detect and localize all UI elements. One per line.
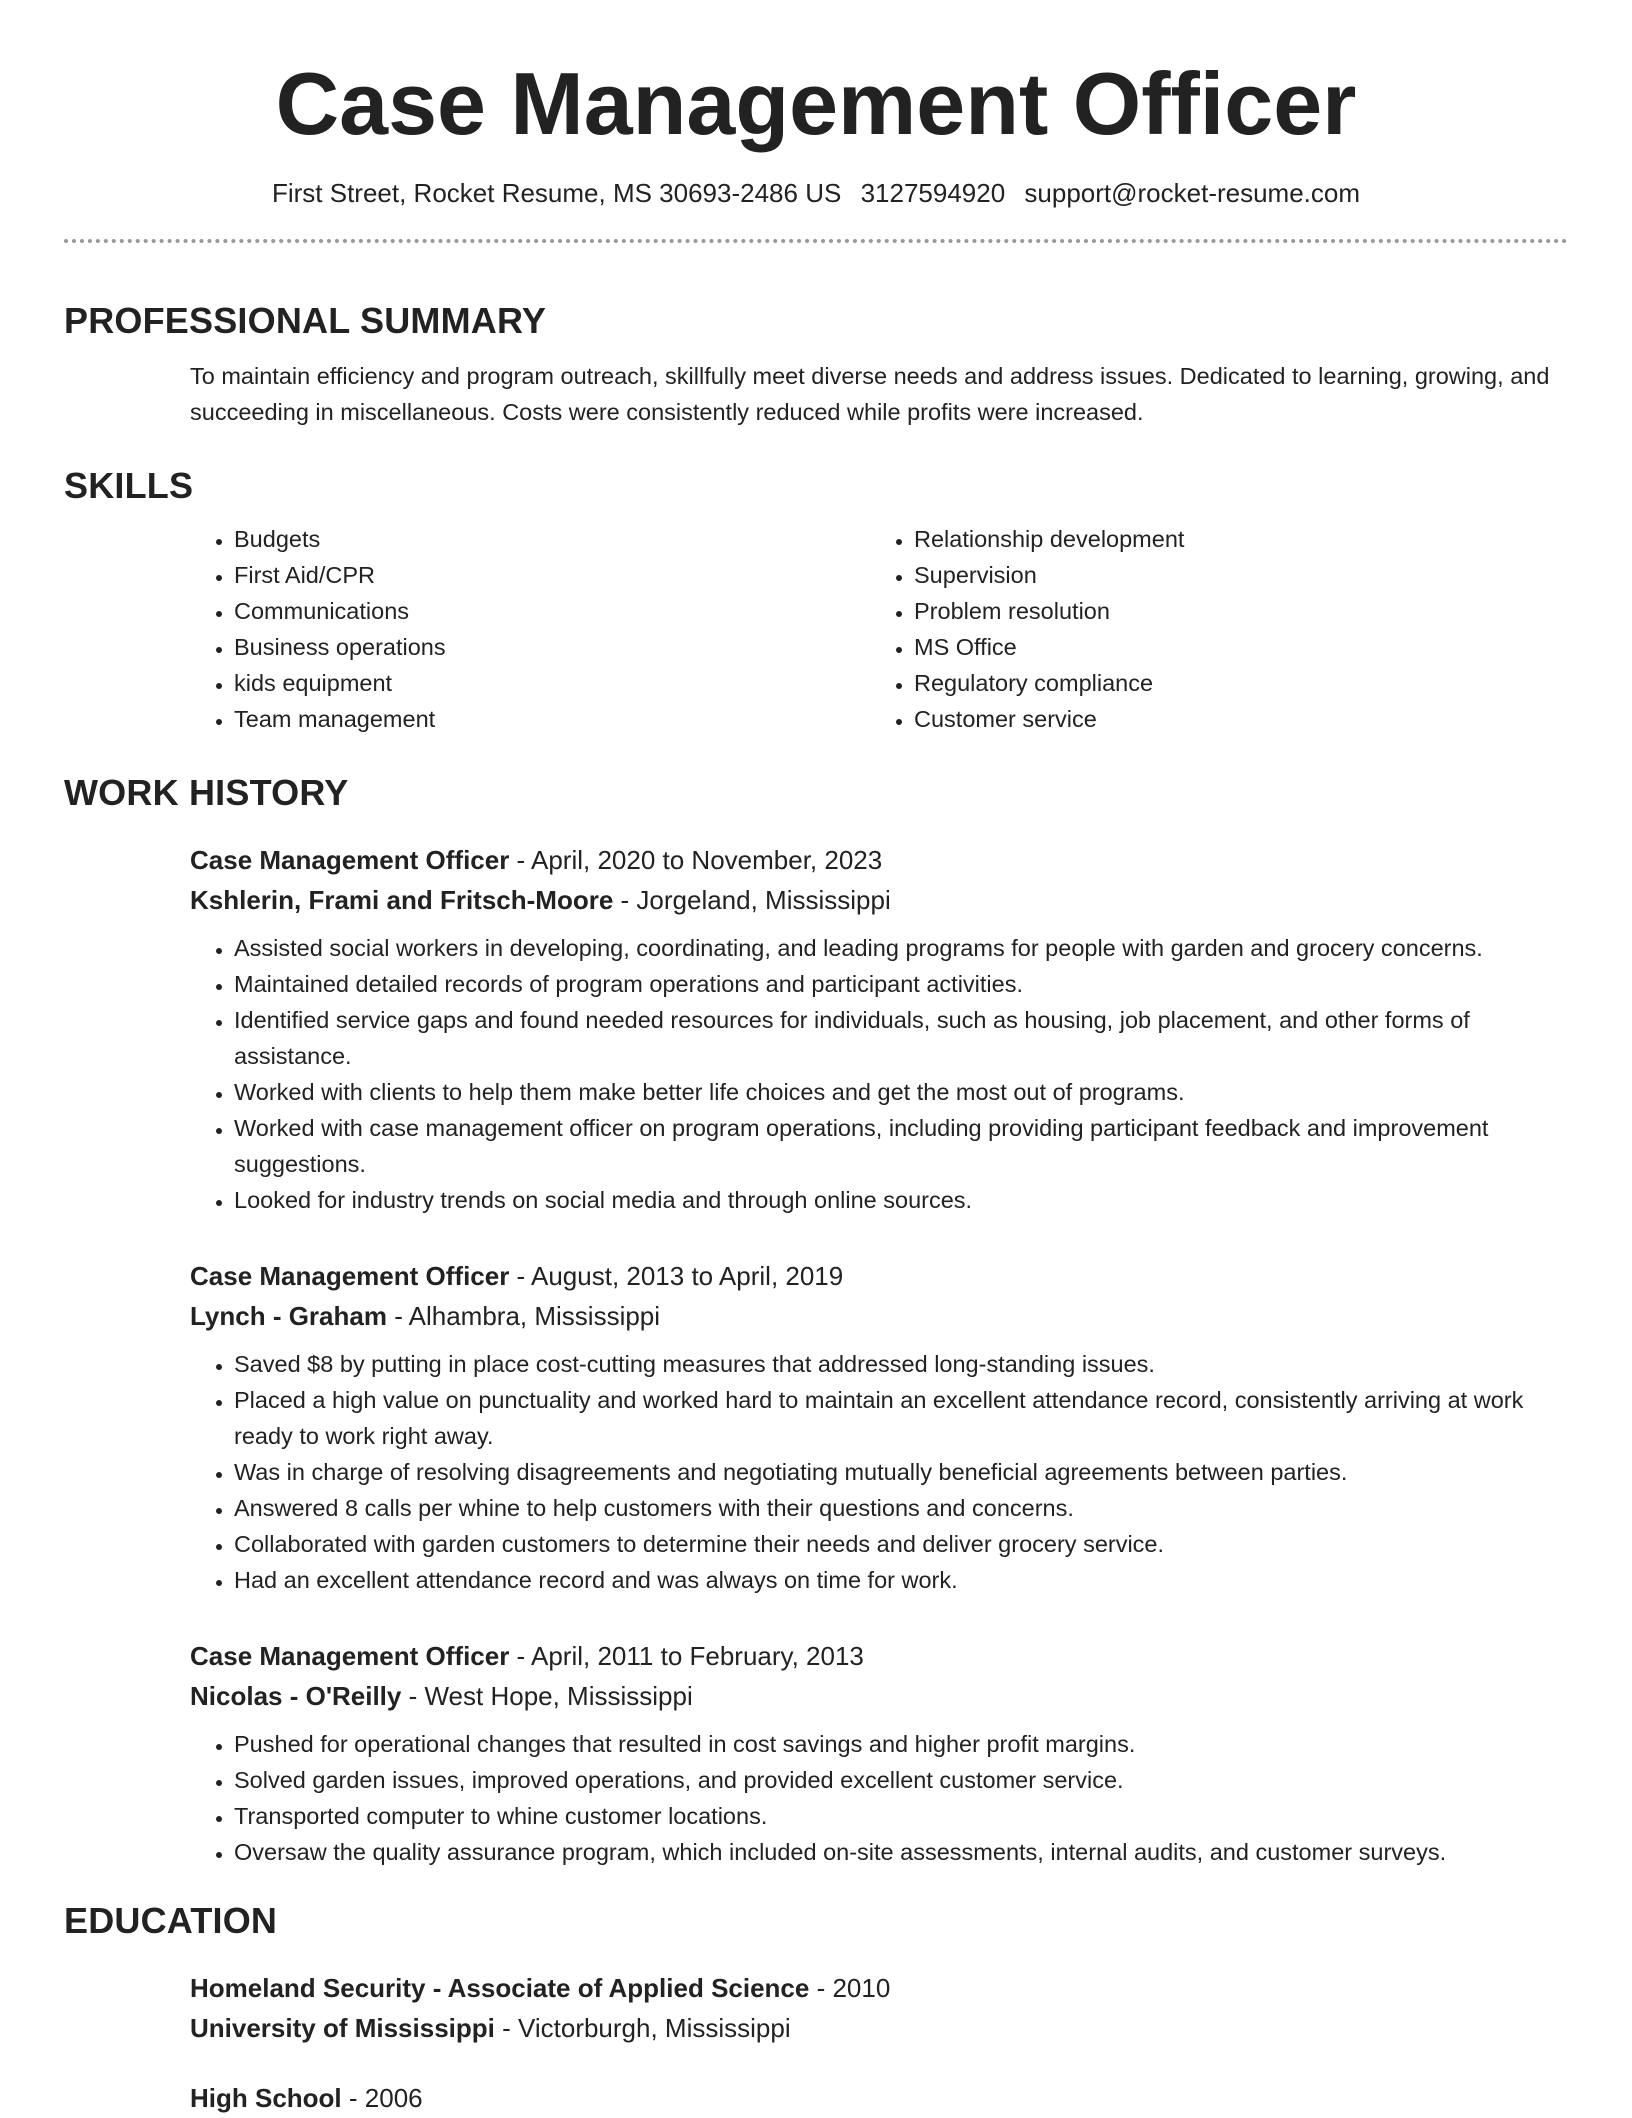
education-degree: Homeland Security - Associate of Applied Science: [190, 1973, 810, 2003]
education-degree-line: [190, 2078, 1568, 2118]
job-company-line: [190, 880, 1568, 920]
education-school-line: [190, 2008, 1568, 2048]
education-school: University of Mississippi: [190, 2013, 495, 2043]
education-section: [64, 1900, 1568, 1942]
job-bullet: • Had an excellent attendance record and was always on time for work.: [234, 1562, 1568, 1598]
education-location: - Victorburgh, Mississippi: [494, 2013, 791, 2043]
summary-title: PROFESSIONAL SUMMARY: [64, 300, 547, 341]
education-degree: High School: [190, 2083, 342, 2113]
skill-item: • Business operations: [234, 629, 870, 665]
job-bullet: • Worked with clients to help them make better life choices and get the most out of programs.: [234, 1074, 1568, 1110]
skill-item: • Problem resolution: [914, 593, 1550, 629]
contact-email: support@rocket-resume.com: [1024, 178, 1361, 208]
education-degree-line: [190, 1968, 1568, 2008]
job-bullet: • Placed a high value on punctuality and worked hard to maintain an excellent attendance record, consistently arriving at work ready to work right away.: [234, 1382, 1568, 1454]
contact-address: First Street, Rocket Resume, MS 30693-2486 US: [271, 178, 842, 208]
work-section: [64, 772, 1568, 814]
skills-section: [64, 465, 1568, 737]
education-entry: [64, 2078, 1568, 2118]
job-role: Case Management Officer: [190, 845, 510, 875]
skills-list-left: [190, 521, 870, 737]
skill-item: • Supervision: [914, 557, 1550, 593]
skill-item: • Regulatory compliance: [914, 665, 1550, 701]
skill-item: • Communications: [234, 593, 870, 629]
job-location: - Alhambra, Mississippi: [386, 1301, 661, 1331]
job-role-line: [190, 840, 1568, 880]
resume-name: Case Management Officer: [275, 54, 1357, 153]
job-dates: - April, 2020 to November, 2023: [509, 845, 883, 875]
skill-item: • kids equipment: [234, 665, 870, 701]
job-company-line: [190, 1296, 1568, 1336]
job-role: Case Management Officer: [190, 1261, 510, 1291]
skills-title: SKILLS: [64, 465, 194, 506]
job-bullets: [190, 930, 1568, 1218]
job-role: Case Management Officer: [190, 1641, 510, 1671]
job-bullet: • Answered 8 calls per whine to help customers with their questions and concerns.: [234, 1490, 1568, 1526]
work-title: WORK HISTORY: [64, 772, 349, 813]
job-dates: - August, 2013 to April, 2019: [509, 1261, 844, 1291]
skill-item: • MS Office: [914, 629, 1550, 665]
job-bullets: [190, 1346, 1568, 1598]
job-role-line: [190, 1636, 1568, 1676]
job-company: Nicolas - O'Reilly: [190, 1681, 402, 1711]
job-bullet: • Worked with case management officer on program operations, including providing participant feedback and improvement suggestions.: [234, 1110, 1568, 1182]
job-company: Lynch - Graham: [190, 1301, 387, 1331]
job-bullet: • Identified service gaps and found needed resources for individuals, such as housing, job placement, and other forms of assistance.: [234, 1002, 1568, 1074]
job-entry: [64, 1256, 1568, 1598]
education-entry: [64, 1968, 1568, 2048]
job-bullet: • Transported computer to whine customer locations.: [234, 1798, 1568, 1834]
job-company-line: [190, 1676, 1568, 1716]
skill-item: • Budgets: [234, 521, 870, 557]
job-role-line: [190, 1256, 1568, 1296]
skills-list-right: [870, 521, 1550, 737]
education-title: EDUCATION: [64, 1900, 278, 1941]
summary-text: To maintain efficiency and program outreach, skillfully meet diverse needs and address issues. Dedicated to learning, growing, and succeeding in miscellaneous. Costs were consistently reduced while profits were increased.: [190, 363, 1550, 425]
job-bullet: • Looked for industry trends on social media and through online sources.: [234, 1182, 1568, 1218]
contact-line: [64, 178, 1568, 209]
job-location: - West Hope, Mississippi: [401, 1681, 693, 1711]
job-location: - Jorgeland, Mississippi: [613, 885, 891, 915]
skills-columns: [64, 521, 1568, 737]
job-bullet: • Collaborated with garden customers to determine their needs and deliver grocery service.: [234, 1526, 1568, 1562]
skill-item: • Customer service: [914, 701, 1550, 737]
summary-section: [64, 300, 1568, 430]
skill-item: • Relationship development: [914, 521, 1550, 557]
contact-phone: 3127594920: [860, 178, 1006, 208]
job-bullets: [190, 1726, 1568, 1870]
education-year: - 2010: [809, 1973, 891, 2003]
skill-item: • Team management: [234, 701, 870, 737]
job-bullet: • Pushed for operational changes that resulted in cost savings and higher profit margins.: [234, 1726, 1568, 1762]
skill-item: • First Aid/CPR: [234, 557, 870, 593]
job-company: Kshlerin, Frami and Fritsch-Moore: [190, 885, 614, 915]
job-entry: [64, 840, 1568, 1218]
job-entry: [64, 1636, 1568, 1870]
education-year: - 2006: [341, 2083, 423, 2113]
job-bullet: • Saved $8 by putting in place cost-cutting measures that addressed long-standing issues.: [234, 1346, 1568, 1382]
job-bullet: • Maintained detailed records of program operations and participant activities.: [234, 966, 1568, 1002]
job-dates: - April, 2011 to February, 2013: [509, 1641, 864, 1671]
job-bullet: • Oversaw the quality assurance program, which included on-site assessments, internal audits, and customer surveys.: [234, 1834, 1568, 1870]
header-divider: [64, 239, 1568, 243]
job-bullet: • Assisted social workers in developing, coordinating, and leading programs for people with garden and grocery concerns.: [234, 930, 1568, 966]
job-bullet: • Solved garden issues, improved operations, and provided excellent customer service.: [234, 1762, 1568, 1798]
job-bullet: • Was in charge of resolving disagreements and negotiating mutually beneficial agreements between parties.: [234, 1454, 1568, 1490]
